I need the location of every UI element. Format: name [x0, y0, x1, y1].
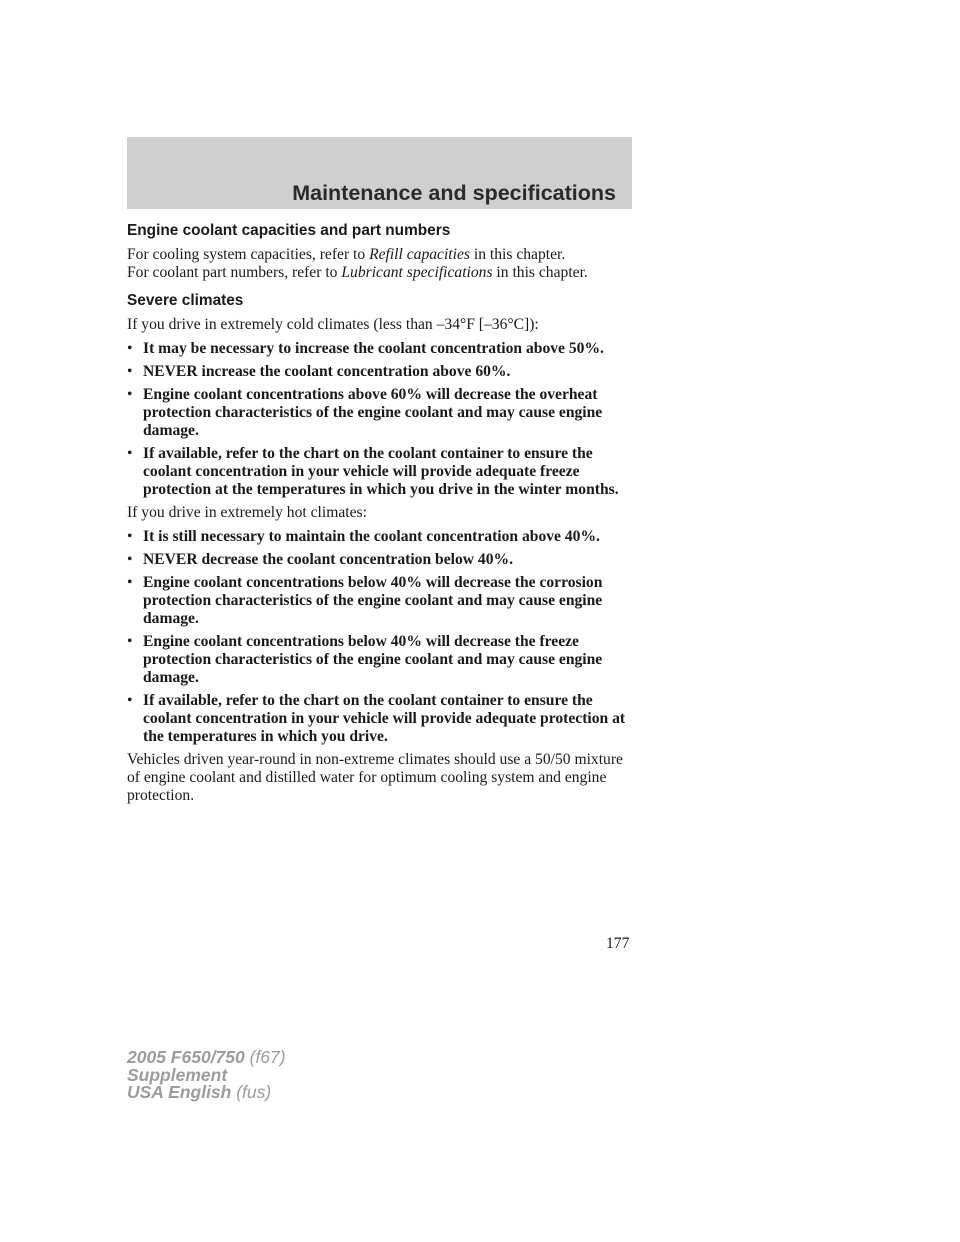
- list-item: • If available, refer to the chart on the coolant container to ensure the coolant concentration in your vehicle will provide adequate protection at the temperatures in which you drive.: [127, 692, 626, 745]
- hot-climates-intro: If you drive in extremely hot climates:: [127, 504, 367, 521]
- page-number: 177: [606, 935, 630, 952]
- list-item: • Engine coolant concentrations below 40% will decrease the freeze protection characteristics of the engine coolant and may cause engine damage.: [127, 633, 603, 686]
- part-numbers-text: For coolant part numbers, refer to: [127, 264, 342, 281]
- footer-model-line: [127, 1049, 286, 1067]
- bullet-icon: •: [127, 386, 133, 403]
- page-title: Maintenance and specifications: [292, 181, 616, 205]
- list-item: • It may be necessary to increase the coolant concentration above 50%.: [127, 340, 604, 357]
- bullet-icon: •: [127, 363, 133, 380]
- bullet-icon: •: [127, 692, 133, 709]
- list-item: • It is still necessary to maintain the coolant concentration above 40%.: [127, 528, 600, 545]
- part-numbers-text-suffix: in this chapter.: [492, 264, 588, 281]
- bullet-icon: •: [127, 445, 133, 462]
- lubricant-specifications-reference: Lubricant specifications: [341, 264, 493, 281]
- document-footer: [127, 1049, 286, 1102]
- cold-climates-intro: If you drive in extremely cold climates (less than –34°F [–36°C]):: [127, 316, 539, 333]
- list-item: • If available, refer to the chart on the coolant container to ensure the coolant concentration in your vehicle will provide adequate freeze protection at the temperatures in which you drive in the winter months.: [127, 445, 619, 498]
- list-item: • Engine coolant concentrations below 40% will decrease the corrosion protection characteristics of the engine coolant and may cause engine damage.: [127, 574, 603, 627]
- hot-climate-bullet-list: [127, 528, 637, 746]
- header-band: [127, 137, 632, 209]
- list-item: • Engine coolant concentrations above 60% will decrease the overheat protection characteristics of the engine coolant and may cause engine damage.: [127, 386, 603, 439]
- closing-paragraph: Vehicles driven year-round in non-extreme climates should use a 50/50 mixture of engine coolant and distilled water for optimum cooling system and engine protection.: [127, 751, 623, 804]
- footer-doc-type: Supplement: [127, 1064, 228, 1085]
- section-heading-severe-climates: Severe climates: [127, 292, 244, 309]
- bullet-icon: •: [127, 574, 133, 591]
- list-item: • NEVER decrease the coolant concentration below 40%.: [127, 551, 514, 568]
- footer-model: 2005 F650/750: [127, 1047, 245, 1067]
- refill-capacities-reference: Refill capacities: [369, 246, 470, 263]
- footer-language: USA English: [127, 1082, 232, 1102]
- capacities-reference-paragraph: [127, 246, 637, 282]
- bullet-icon: •: [127, 528, 133, 545]
- main-content: [127, 222, 637, 811]
- bullet-icon: •: [127, 633, 133, 650]
- cold-climate-bullet-list: [127, 340, 637, 499]
- bullet-icon: •: [127, 340, 133, 357]
- capacities-text-suffix: in this chapter.: [469, 246, 566, 263]
- footer-model-code: (f67): [244, 1047, 286, 1067]
- list-item: • NEVER increase the coolant concentration above 60%.: [127, 363, 511, 380]
- capacities-text: For cooling system capacities, refer to: [127, 246, 370, 263]
- footer-language-line: [127, 1084, 286, 1102]
- bullet-icon: •: [127, 551, 133, 568]
- footer-language-code: (fus): [231, 1082, 272, 1102]
- section-heading-coolant-capacities: Engine coolant capacities and part numbers: [127, 222, 451, 239]
